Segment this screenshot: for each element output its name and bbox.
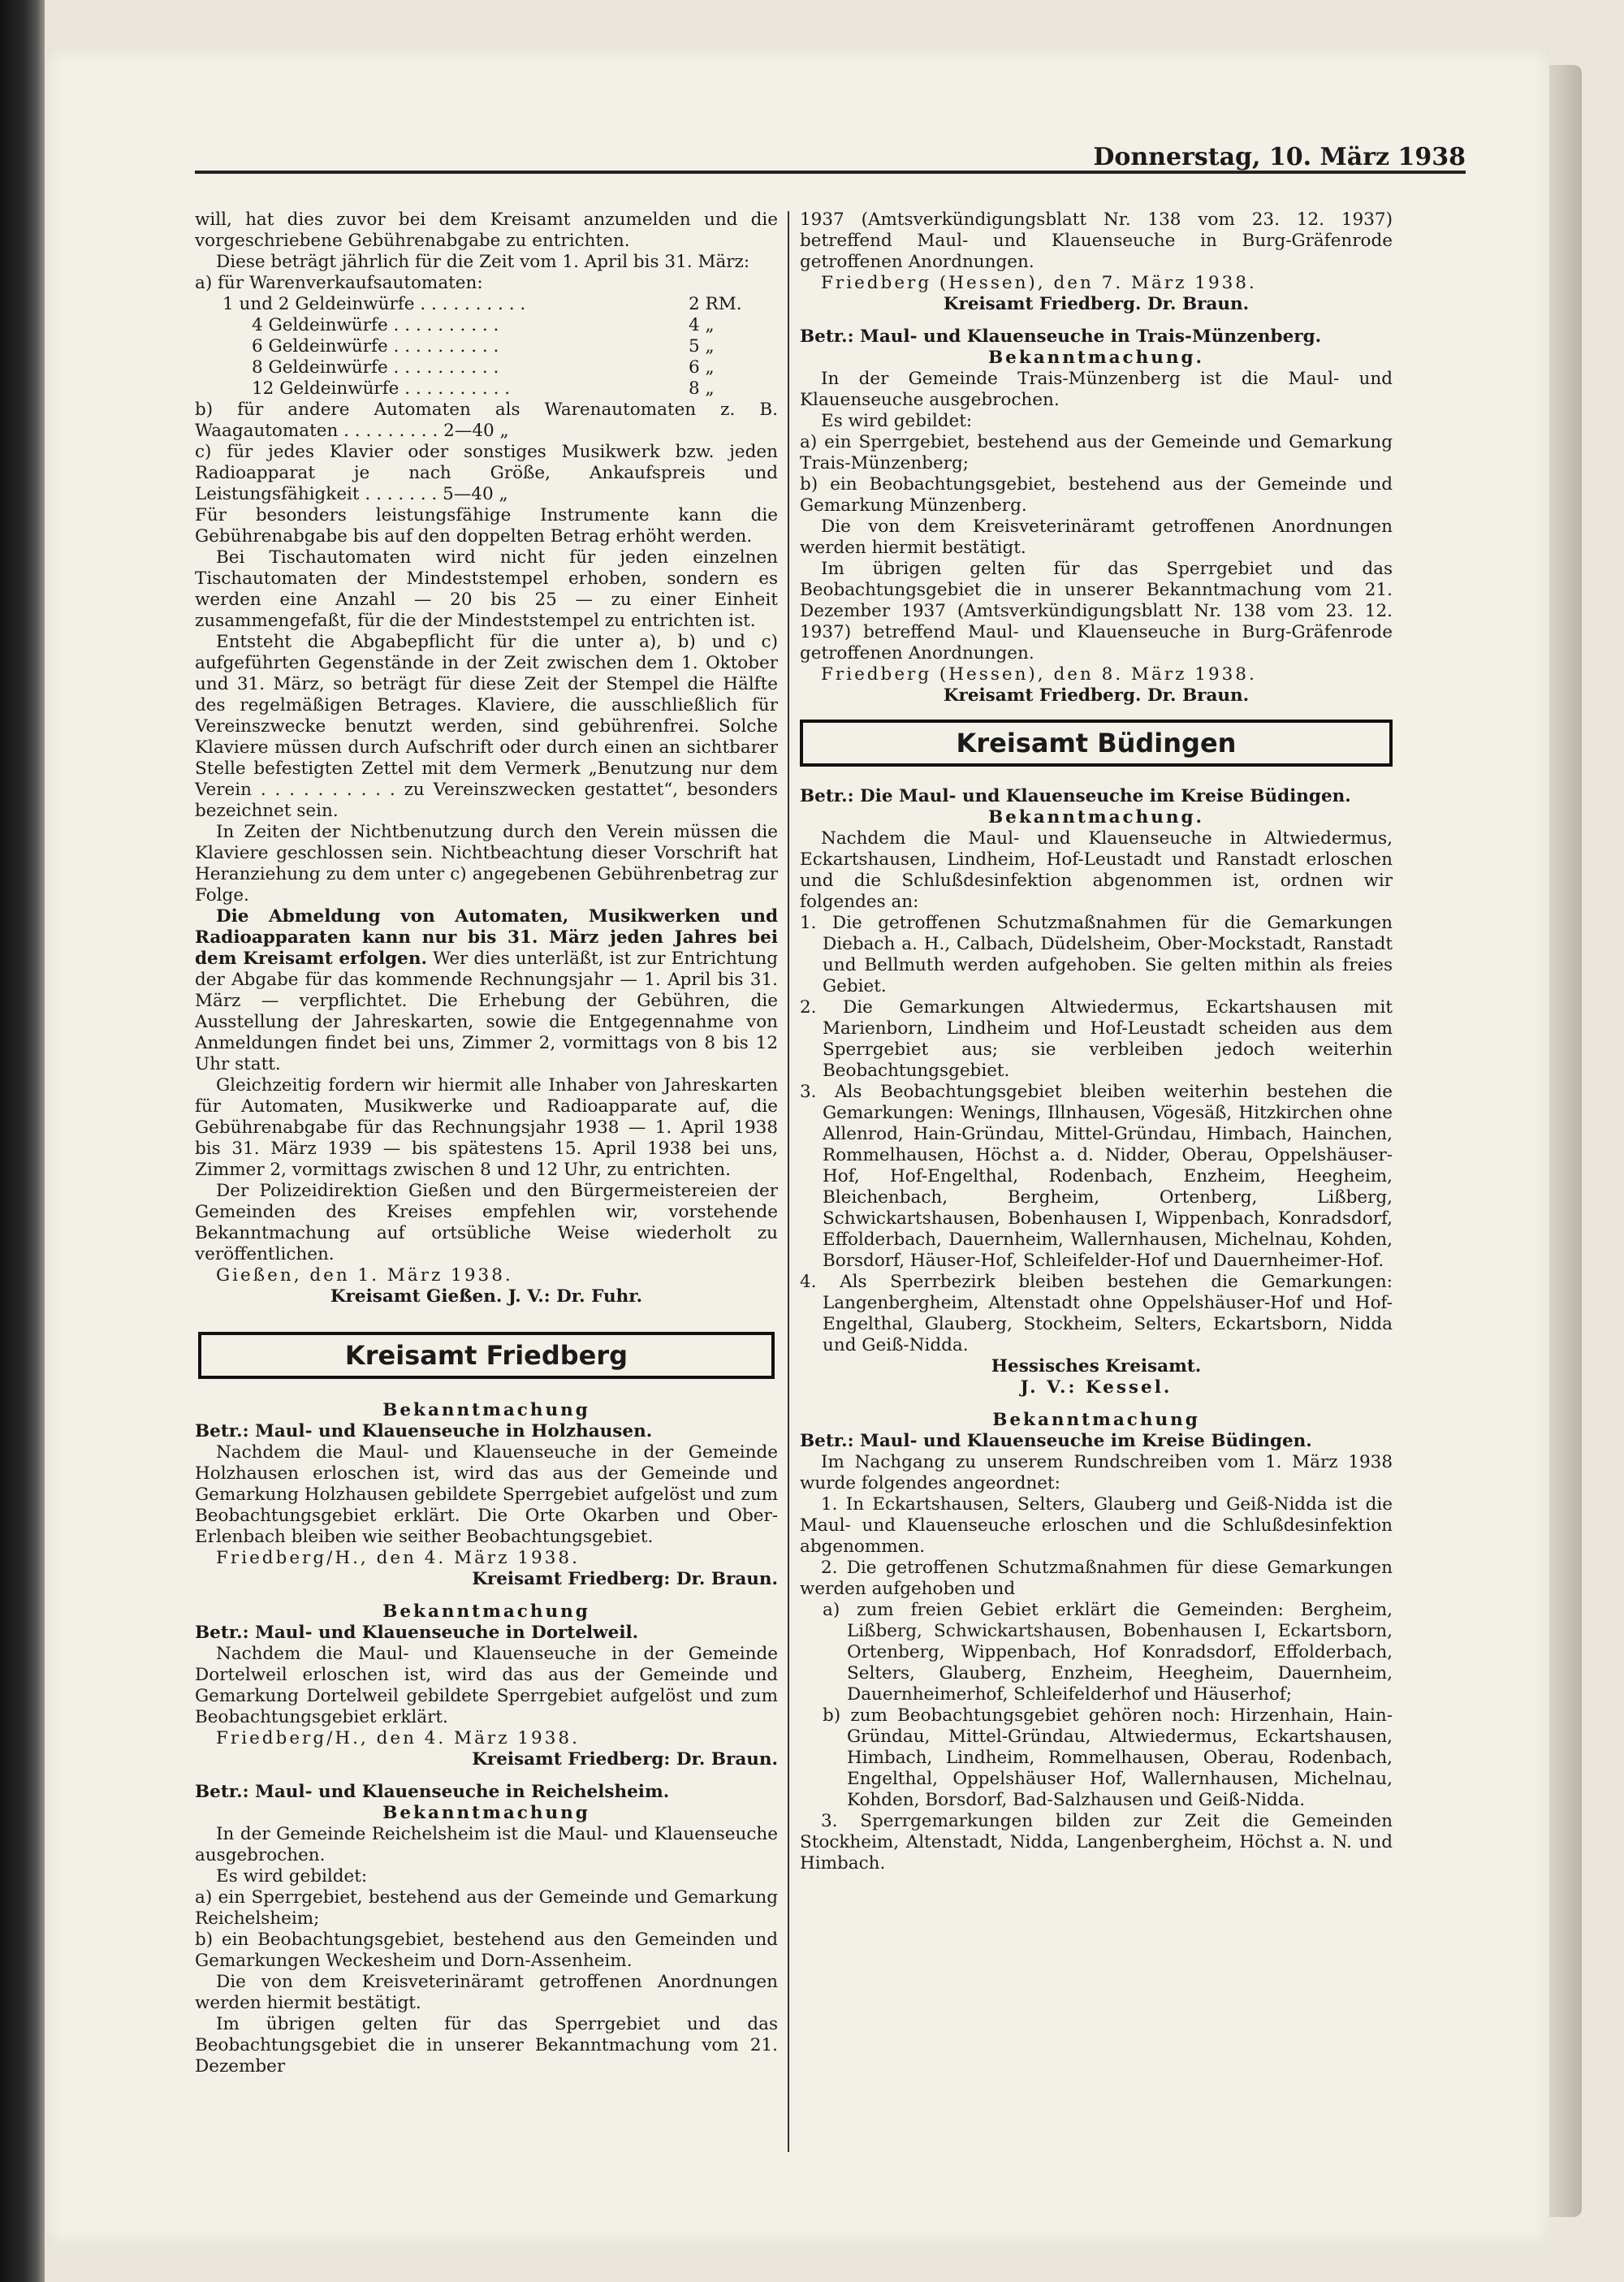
list-item: a) ein Sperrgebiet, bestehend aus der Gemeinde und Gemarkung Trais-Münzenberg; <box>800 432 1393 473</box>
fee-row: 6 Geldeinwürfe . . . . . . . . . . 5 „ <box>252 336 715 357</box>
paragraph: Es wird gebildet: <box>216 1866 368 1887</box>
notice-subject: Betr.: Maul- und Klauenseuche im Kreise Büdingen. <box>800 1431 1312 1451</box>
signature: Kreisamt Friedberg: Dr. Braun. <box>472 1569 778 1589</box>
paragraph: Im übrigen gelten für das Sperrgebiet und das Beobachtungsgebiet die in unserer Bekanntmachung vom 21. Dezember 1937 (Amtsverkündigungsblatt Nr. 138 vom 23. 12. 1937) betreffend Maul- und Klauenseuche in Burg-Gräfenrode getroffenen Anordnungen. <box>800 559 1393 663</box>
paragraph: Für besonders leistungsfähige Instrumente kann die Gebührenabgabe bis auf den doppelten Betrag erhöht werden. <box>195 505 778 547</box>
fee-row: 4 Geldeinwürfe . . . . . . . . . . 4 „ <box>252 315 715 335</box>
fee-row: 8 Geldeinwürfe . . . . . . . . . . 6 „ <box>252 357 715 378</box>
list-item: 1. Die getroffenen Schutzmaßnahmen für die Gemarkungen Diebach a. H., Calbach, Düdelsheim, Ober-Mockstadt, Ranstadt und Bellmuth werden aufgehoben. Sie gelten mithin als freies Gebiet. <box>800 913 1393 996</box>
page-header <box>195 96 1466 174</box>
list-item: 4. Als Sperrbezirk bleiben bestehen die Gemarkungen: Langenbergheim, Altenstadt ohne Oppelshäuser-Hof und Hof-Engelthal, Glauberg, Stockheim, Selters, Eckartsborn, Nidda und Geiß-Nidda. <box>800 1272 1393 1355</box>
list-item: 2. Die Gemarkungen Altwiedermus, Eckartshausen mit Marienborn, Lindheim und Hof-Leustadt scheiden aus dem Sperrgebiet aus; sie verbleiben jedoch weiterhin Beobachtungsgebiet. <box>800 997 1393 1081</box>
list-item: a) zum freien Gebiet erklärt die Gemeinden: Bergheim, Lißberg, Schwickartshausen, Bobenhausen I, Eckartsborn, Ortenberg, Wippenbach, Hof Konradsdorf, Effolderbach, Selters, Glauberg, Enzheim, Heegheim, Dauernheim, Dauernheimerhof, Schleifelderhof und Häuserhof; <box>823 1600 1393 1705</box>
list-item: b) zum Beobachtungsgebiet gehören noch: Hirzenhain, Hain-Gründau, Mittel-Gründau, Altwiedermus, Eckartshausen, Himbach, Lindheim, Rommelhausen, Oberau, Rodenbach, Engelthal, Oppelshäuser Hof, Wallernhausen, Michelnau, Kohden, Borsdorf, Bad-Salzhausen und Geiß-Nidda. <box>823 1705 1393 1810</box>
notice-title: Bekanntmachung <box>382 1601 590 1622</box>
paragraph: Diese beträgt jährlich für die Zeit vom 1. April bis 31. März: <box>216 252 750 272</box>
notice-subject: Betr.: Maul- und Klauenseuche in Trais-Münzenberg. <box>800 326 1322 347</box>
fee-item-b: b) für andere Automaten als Warenautomaten z. B. Waagautomaten . . . . . . . . . 2—40 „ <box>195 400 778 441</box>
list-item: 3. Als Beobachtungsgebiet bleiben weiterhin bestehen die Gemarkungen: Wenings, Illnhausen, Vögesäß, Hitzkirchen ohne Allenrod, Hain-Gründau, Mittel-Gründau, Himbach, Hainchen, Rommelhausen, Höchst a. d. Nidder, Oberau, Oppelshäuser-Hof, Hof-Engelthal, Rodenbach, Enzheim, Heegheim, Bleichenbach, Bergheim, Ortenberg, Lißberg, Schwickartshausen, Bobenhausen I, Wippenbach, Konradsdorf, Effolderbach, Dauernheim, Wallernhausen, Michelnau, Kohden, Borsdorf, Häuser-Hof, Schleifelder-Hof und Dauernheimer-Hof. <box>800 1082 1393 1271</box>
signature: Kreisamt Friedberg. Dr. Braun. <box>943 294 1250 314</box>
place-date: Gießen, den 1. März 1938. <box>216 1265 513 1286</box>
paragraph: Die von dem Kreisveterinäramt getroffenen Anordnungen werden hiermit bestätigt. <box>195 1972 778 2013</box>
notice-subject: Betr.: Maul- und Klauenseuche in Reichelsheim. <box>195 1782 670 1802</box>
paragraph: 3. Sperrgemarkungen bilden zur Zeit die Gemeinden Stockheim, Altenstadt, Nidda, Langenbergheim, Höchst a. N. und Himbach. <box>800 1811 1393 1874</box>
paragraph: Es wird gebildet: <box>821 411 973 431</box>
paragraph: Bei Tischautomaten wird nicht für jeden einzelnen Tischautomaten der Mindeststempel erhoben, sondern es werden eine Anzahl — 20 bis 25 — zu einer Einheit zusammengefaßt, für die der Mindeststempel zu entrichten ist. <box>195 547 778 631</box>
paragraph: Im Nachgang zu unserem Rundschreiben vom 1. März 1938 wurde folgendes angeordnet: <box>800 1452 1393 1493</box>
notice-title: Bekanntmachung <box>992 1410 1200 1430</box>
notice-title: Bekanntmachung. <box>987 807 1205 828</box>
place-date: Friedberg/H., den 4. März 1938. <box>216 1728 580 1748</box>
paragraph: 1937 (Amtsverkündigungsblatt Nr. 138 vom 23. 12. 1937) betreffend Maul- und Klauenseuche in Burg-Gräfenrode getroffenen Anordnungen. <box>800 210 1393 272</box>
left-column <box>195 210 778 2077</box>
paragraph: In Zeiten der Nichtbenutzung durch den Verein müssen die Klaviere geschlossen sein. Nichtbeachtung dieser Vorschrift hat Heranziehung zu dem unter c) angegebenen Gebührenbetrag zur Folge. <box>195 822 778 905</box>
place-date: Friedberg (Hessen), den 8. März 1938. <box>821 664 1257 685</box>
paragraph: Nachdem die Maul- und Klauenseuche in Altwiedermus, Eckartshausen, Lindheim, Hof-Leustadt und Ranstadt erloschen und die Schlußdesinfektion abgenommen ist, ordnen wir folgendes an: <box>800 828 1393 912</box>
paragraph: will, hat dies zuvor bei dem Kreisamt anzumelden und die vorgeschriebene Gebührenabgabe zu entrichten. <box>195 210 778 251</box>
book-spine <box>0 0 45 2282</box>
notice-title: Bekanntmachung. <box>987 348 1205 368</box>
fee-item-a: a) für Warenverkaufsautomaten: <box>195 273 483 293</box>
notice-subject: Betr.: Maul- und Klauenseuche in Dortelweil. <box>195 1623 639 1643</box>
list-item: a) ein Sperrgebiet, bestehend aus der Gemeinde und Gemarkung Reichelsheim; <box>195 1887 778 1929</box>
paragraph: In der Gemeinde Reichelsheim ist die Maul- und Klauenseuche ausgebrochen. <box>195 1824 778 1865</box>
ordered-list <box>800 913 1393 1356</box>
column-divider <box>788 211 789 2152</box>
notice-title: Bekanntmachung <box>382 1400 590 1420</box>
right-column <box>800 210 1393 1874</box>
paragraph: Nachdem die Maul- und Klauenseuche in der Gemeinde Holzhausen erloschen ist, wird das aus der Gemeinde und Gemarkung Holzhausen gebildete Sperrgebiet aufgelöst und zum Beobachtungsgebiet erklärt. Die Orte Okarben und Ober-Erlenbach bleiben wie seither Beobachtungsgebiet. <box>195 1442 778 1547</box>
fee-table <box>195 294 778 400</box>
signature: J. V.: Kessel. <box>1020 1377 1173 1398</box>
signature: Kreisamt Gießen. J. V.: Dr. Fuhr. <box>330 1286 643 1307</box>
sub-list <box>800 1600 1393 1811</box>
list-item: b) ein Beobachtungsgebiet, bestehend aus der Gemeinde und Gemarkung Münzenberg. <box>800 474 1393 516</box>
section-heading-box: Kreisamt Friedberg <box>198 1332 775 1379</box>
fee-item-c: c) für jedes Klavier oder sonstiges Musikwerk bzw. jeden Radioapparat je nach Größe, Ankaufspreis und Leistungsfähigkeit . . . . . . . 5—40 „ <box>195 442 778 504</box>
signature: Hessisches Kreisamt. <box>991 1356 1202 1377</box>
signature: Kreisamt Friedberg: Dr. Braun. <box>472 1749 778 1770</box>
paragraph: Im übrigen gelten für das Sperrgebiet und das Beobachtungsgebiet die in unserer Bekanntmachung vom 21. Dezember <box>195 2014 778 2077</box>
notice-subject: Betr.: Maul- und Klauenseuche in Holzhausen. <box>195 1421 653 1441</box>
paragraph: Die Abmeldung von Automaten, Musikwerken und Radioapparaten kann nur bis 31. März jeden Jahres bei dem Kreisamt erfolgen. Wer dies unterläßt, ist zur Entrichtung der Abgabe für das kommende Rechnungsjahr — 1. April bis 31. März — verpflichtet. Die Erhebung der Gebühren, die Ausstellung der Jahreskarten, sowie die Entgegennahme von Anmeldungen findet bei uns, Zimmer 2, vormittags von 8 bis 12 Uhr statt. <box>195 906 778 1074</box>
paragraph: Die von dem Kreisveterinäramt getroffenen Anordnungen werden hiermit bestätigt. <box>800 516 1393 558</box>
paragraph: Gleichzeitig fordern wir hiermit alle Inhaber von Jahreskarten für Automaten, Musikwerke und Radioapparate auf, die Gebührenabgabe für das Rechnungsjahr 1938 — 1. April 1938 bis 31. März 1939 — bis spätestens 15. April 1938 bei uns, Zimmer 2, vormittags zwischen 8 und 12 Uhr, zu entrichten. <box>195 1075 778 1180</box>
paragraph: Der Polizeidirektion Gießen und den Bürgermeistereien der Gemeinden des Kreises empfehlen wir, vorstehende Bekanntmachung auf ortsübliche Weise wiederholt zu veröffentlichen. <box>195 1181 778 1264</box>
paragraph: Nachdem die Maul- und Klauenseuche in der Gemeinde Dortelweil erloschen ist, wird das aus der Gemeinde und Gemarkung Dortelweil gebildete Sperrgebiet aufgelöst und zum Beobachtungsgebiet erklärt. <box>195 1644 778 1727</box>
fee-row: 12 Geldeinwürfe . . . . . . . . . . 8 „ <box>252 378 715 399</box>
paragraph: In der Gemeinde Trais-Münzenberg ist die Maul- und Klauenseuche ausgebrochen. <box>800 369 1393 410</box>
paragraph: 2. Die getroffenen Schutzmaßnahmen für diese Gemarkungen werden aufgehoben und <box>800 1558 1393 1599</box>
page-edge <box>1549 65 1582 2217</box>
section-heading-box: Kreisamt Büdingen <box>800 720 1393 767</box>
paragraph: 1. In Eckartshausen, Selters, Glauberg und Geiß-Nidda ist die Maul- und Klauenseuche erloschen und die Schlußdesinfektion abgenommen. <box>800 1494 1393 1557</box>
list-item: b) ein Beobachtungsgebiet, bestehend aus den Gemeinden und Gemarkungen Weckesheim und Dorn-Assenheim. <box>195 1930 778 1971</box>
place-date: Friedberg/H., den 4. März 1938. <box>216 1548 580 1568</box>
notice-title: Bekanntmachung <box>382 1803 590 1823</box>
signature: Kreisamt Friedberg. Dr. Braun. <box>943 685 1250 706</box>
fee-row: 1 und 2 Geldeinwürfe . . . . . . . . . . 2 RM. <box>222 294 742 314</box>
notice-subject: Betr.: Die Maul- und Klauenseuche im Kreise Büdingen. <box>800 786 1351 806</box>
header-date: Donnerstag, 10. März 1938 <box>1093 143 1466 171</box>
paragraph: Entsteht die Abgabepflicht für die unter a), b) und c) aufgeführten Gegenstände in der Zeit zwischen dem 1. Oktober und 31. März, so beträgt für diese Zeit der Stempel die Hälfte des regelmäßigen Betrages. Klaviere, die ausschließlich für Vereinszwecke benutzt werden, sind gebührenfrei. Solche Klaviere müssen durch Aufschrift oder durch einen an sichtbarer Stelle befestigten Zettel mit dem Vermerk „Benutzung nur dem Verein . . . . . . . . . . zu Vereinszwecken gestattet“, besonders bezeichnet sein. <box>195 632 778 821</box>
place-date: Friedberg (Hessen), den 7. März 1938. <box>821 273 1257 293</box>
